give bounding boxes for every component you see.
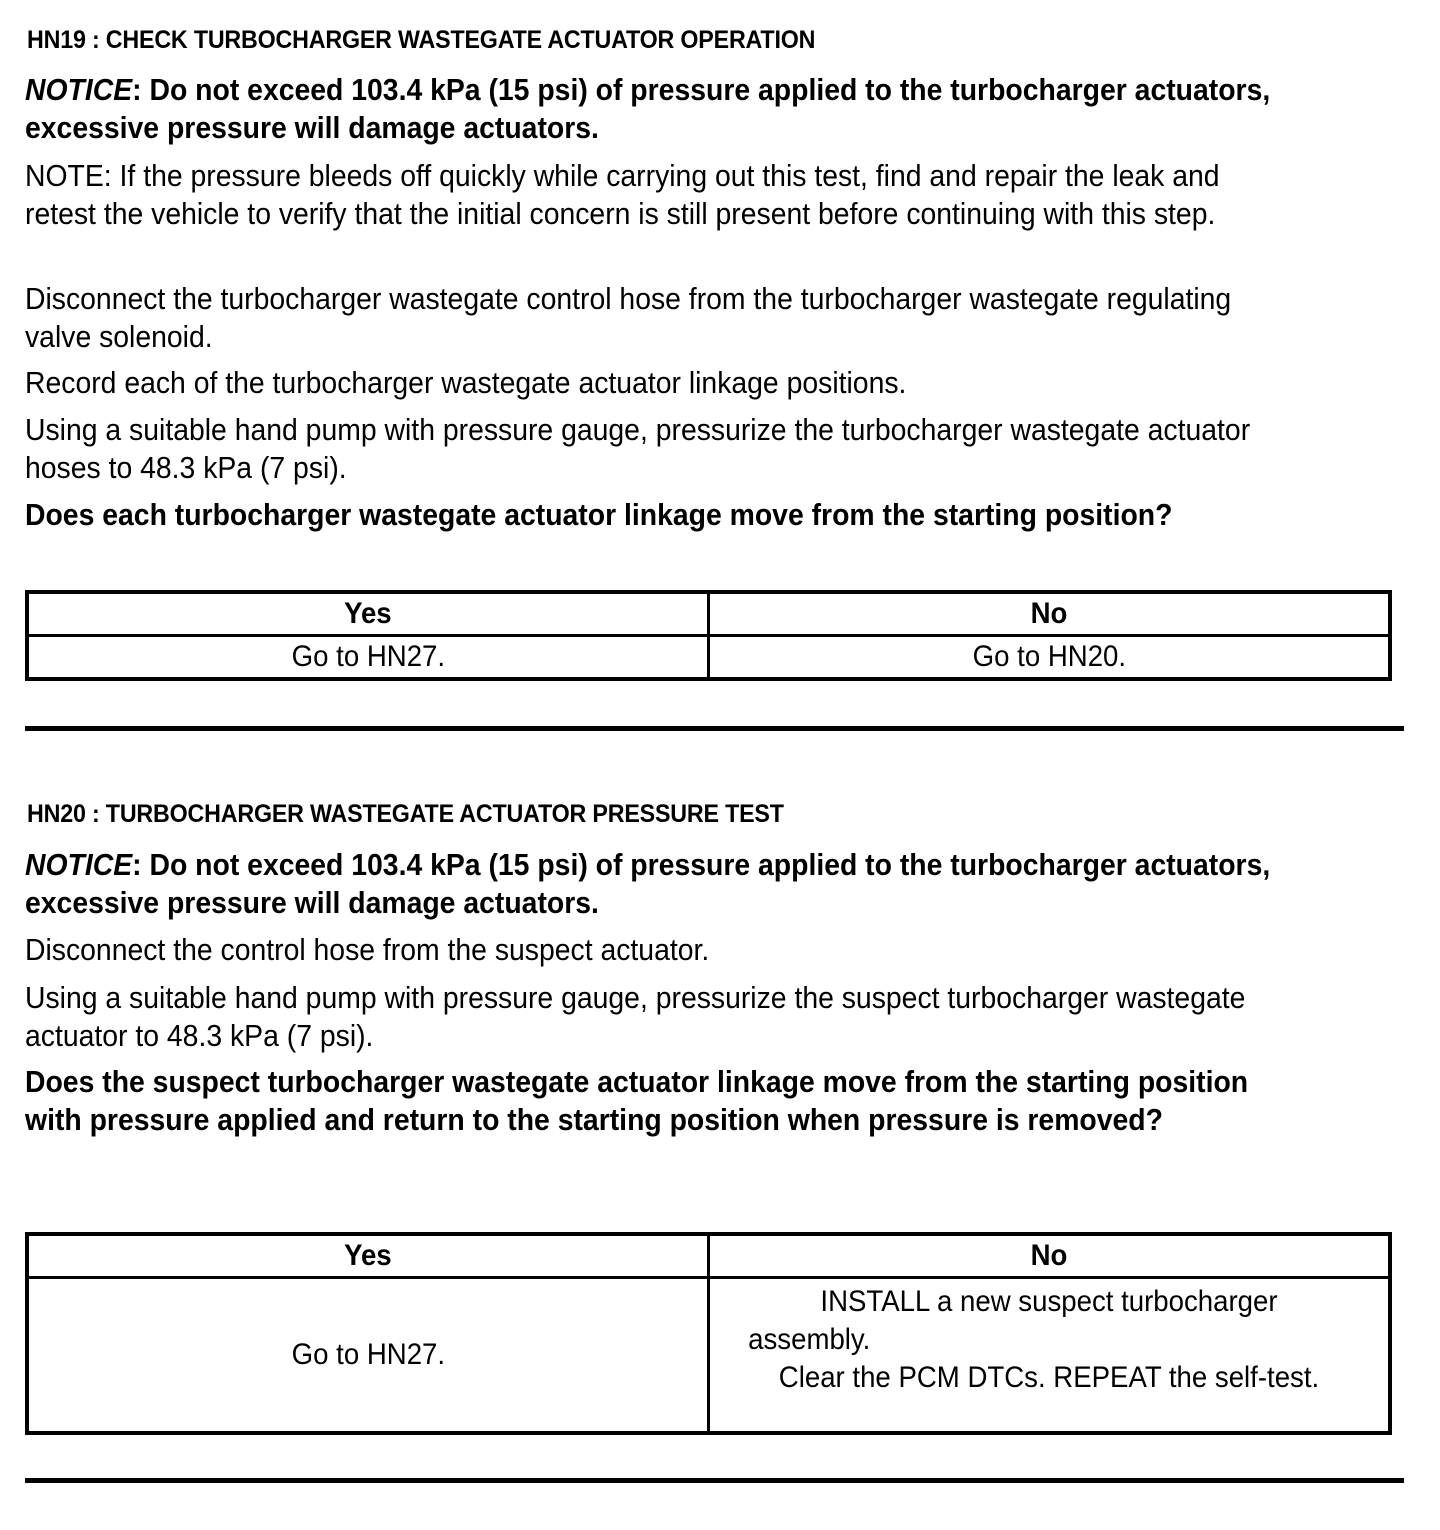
yes-action: Go to HN27. (27, 636, 709, 680)
yes-header: Yes (27, 592, 709, 636)
notice-hn19 (25, 71, 1297, 147)
notice-label: NOTICE (25, 72, 133, 107)
no-action: INSTALL a new suspect turbocharger assembly. Clear the PCM DTCs. REPEAT the self-test. (709, 1278, 1391, 1434)
section-title-hn20: HN20 : TURBOCHARGER WASTEGATE ACTUATOR PRESSURE TEST (27, 800, 784, 828)
notice-hn20 (25, 846, 1297, 922)
yes-no-table-hn19 (25, 590, 1392, 681)
step-paragraph: Disconnect the control hose from the suspect actuator. (25, 932, 710, 967)
notice-text: : Do not exceed 103.4 kPa (15 psi) of pressure applied to the turbocharger actuators, excessive pressure will damage actuators. (25, 72, 1271, 145)
step-paragraph: Using a suitable hand pump with pressure gauge, pressurize the turbocharger wastegate actuator hoses to 48.3 kPa (7 psi). (25, 412, 1251, 485)
yes-no-table-hn20 (25, 1232, 1392, 1435)
note-paragraph: NOTE: If the pressure bleeds off quickly while carrying out this test, find and repair the leak and retest the vehicle to verify that the initial concern is still present before continuing with this step. (25, 158, 1220, 231)
yes-header: Yes (27, 1234, 709, 1278)
no-action: Go to HN20. (709, 636, 1391, 680)
section-divider (25, 1478, 1404, 1483)
no-header: No (709, 592, 1391, 636)
section-divider (25, 726, 1404, 731)
step-paragraph: Disconnect the turbocharger wastegate control hose from the turbocharger wastegate regulating valve solenoid. (25, 281, 1232, 354)
step-paragraph: Record each of the turbocharger wastegate actuator linkage positions. (25, 365, 907, 400)
notice-text: : Do not exceed 103.4 kPa (15 psi) of pressure applied to the turbocharger actuators, excessive pressure will damage actuators. (25, 847, 1271, 920)
question-hn19: Does each turbocharger wastegate actuator linkage move from the starting position? (25, 497, 1173, 532)
question-hn20: Does the suspect turbocharger wastegate actuator linkage move from the starting position with pressure applied and return to the starting position when pressure is removed? (25, 1064, 1249, 1137)
step-paragraph: Using a suitable hand pump with pressure gauge, pressurize the suspect turbocharger wastegate actuator to 48.3 kPa (7 psi). (25, 980, 1246, 1053)
section-title-hn19: HN19 : CHECK TURBOCHARGER WASTEGATE ACTUATOR OPERATION (27, 26, 816, 54)
no-header: No (709, 1234, 1391, 1278)
yes-action: Go to HN27. (27, 1278, 709, 1434)
notice-label: NOTICE (25, 847, 133, 882)
